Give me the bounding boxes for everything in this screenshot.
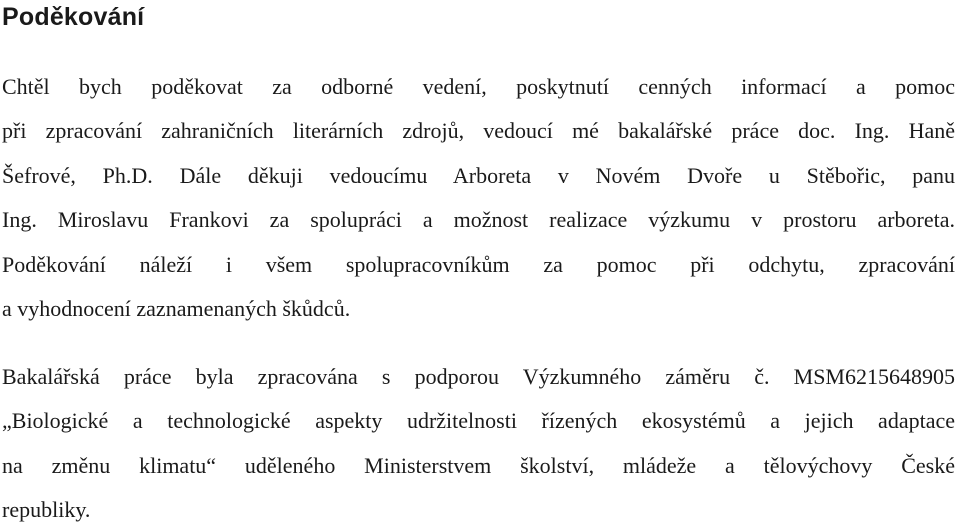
page-title: Poděkování	[2, 3, 145, 31]
paragraph1-line-3: Šefrové, Ph.D. Dále děkuji vedoucímu Arboreta v Novém Dvoře u Stěbořic, panu	[2, 163, 955, 188]
paragraph1-line-1: Chtěl bych poděkovat za odborné vedení, poskytnutí cenných informací a pomoc	[2, 74, 955, 99]
paragraph1-line-4: Ing. Miroslavu Frankovi za spolupráci a možnost realizace výzkumu v prostoru arboreta.	[2, 207, 955, 232]
paragraph2-line-3: na změnu klimatu“ uděleného Ministerstvem školství, mládeže a tělovýchovy České	[2, 453, 955, 478]
paragraph2-line-4: republiky.	[2, 497, 91, 522]
paragraph1-line-2: při zpracování zahraničních literárních zdrojů, vedoucí mé bakalářské práce doc. Ing. Haně	[2, 118, 955, 143]
paragraph2-line-1: Bakalářská práce byla zpracována s podporou Výzkumného záměru č. MSM6215648905	[2, 364, 955, 389]
paragraph2-line-2: „Biologické a technologické aspekty udržitelnosti řízených ekosystémů a jejich adaptace	[2, 408, 955, 433]
paragraph1-line-6: a vyhodnocení zaznamenaných škůdců.	[2, 296, 351, 321]
paragraph1-line-5: Poděkování náleží i všem spolupracovníkům za pomoc při odchytu, zpracování	[2, 252, 955, 277]
